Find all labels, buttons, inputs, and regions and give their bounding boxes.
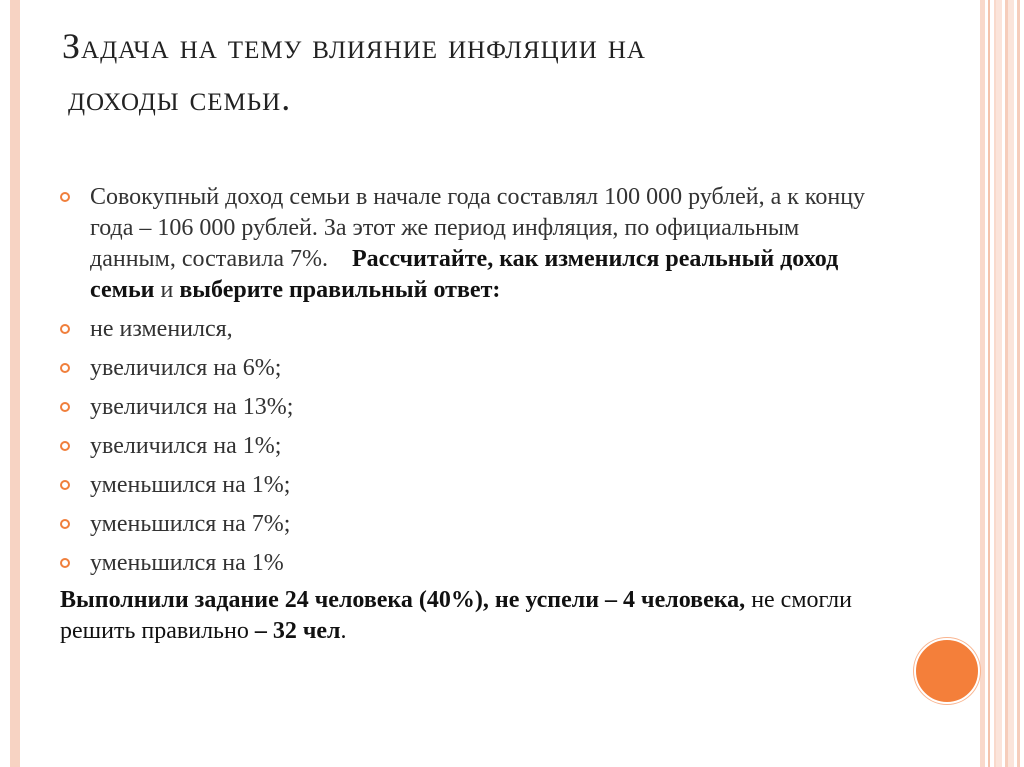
result-part-2: не смогли решить правильно [60,587,852,644]
left-decorative-border [10,0,20,767]
decorative-orange-circle [914,638,980,704]
bullet-circle-icon [60,402,70,412]
answer-option-text: не изменился, [90,316,233,342]
bullet-circle-icon [60,480,70,490]
bullet-circle-icon [60,324,70,334]
answer-option-text: уменьшился на 7%; [90,511,291,537]
result-summary [60,585,880,647]
answer-option [60,470,880,501]
answer-option-text: уменьшился на 1% [90,550,284,576]
problem-statement [60,182,880,306]
result-part-3: – 32 чел [254,618,341,644]
bullet-circle-icon [60,363,70,373]
answer-option-text: увеличился на 1%; [90,433,282,459]
bullet-circle-icon [60,441,70,451]
answer-option [60,392,880,423]
answer-option [60,509,880,540]
slide-body [60,182,880,647]
result-part-1: Выполнили задание 24 человека (40%), не успели – 4 человека, [60,587,746,613]
answer-option-text: увеличился на 6%; [90,355,282,381]
answer-option [60,431,880,462]
answer-option [60,314,880,345]
title-line-2: доходы семьи. [68,78,292,118]
problem-instruction-joiner: и [154,277,180,303]
answer-option-text: увеличился на 13%; [90,394,294,420]
bullet-circle-icon [60,558,70,568]
problem-instruction-a: Рассчитайте, как изменился реальный доход семьи [90,246,839,303]
slide-title [62,20,942,124]
answer-option [60,353,880,384]
result-part-4: . [340,618,347,644]
title-line-1: Задача на тему влияние инфляции на [62,26,646,66]
problem-text: Совокупный доход семьи в начале года составлял 100 000 рублей, а к концу года – 106 000 рублей. За этот же период инфляция, по официальным данным, составила 7%. [90,184,866,272]
right-decorative-border [980,0,1020,767]
bullet-circle-icon [60,519,70,529]
bullet-circle-icon [60,192,70,202]
problem-instruction-b: выберите правильный ответ: [179,277,501,303]
answer-option-text: уменьшился на 1%; [90,472,291,498]
answer-option [60,548,880,579]
